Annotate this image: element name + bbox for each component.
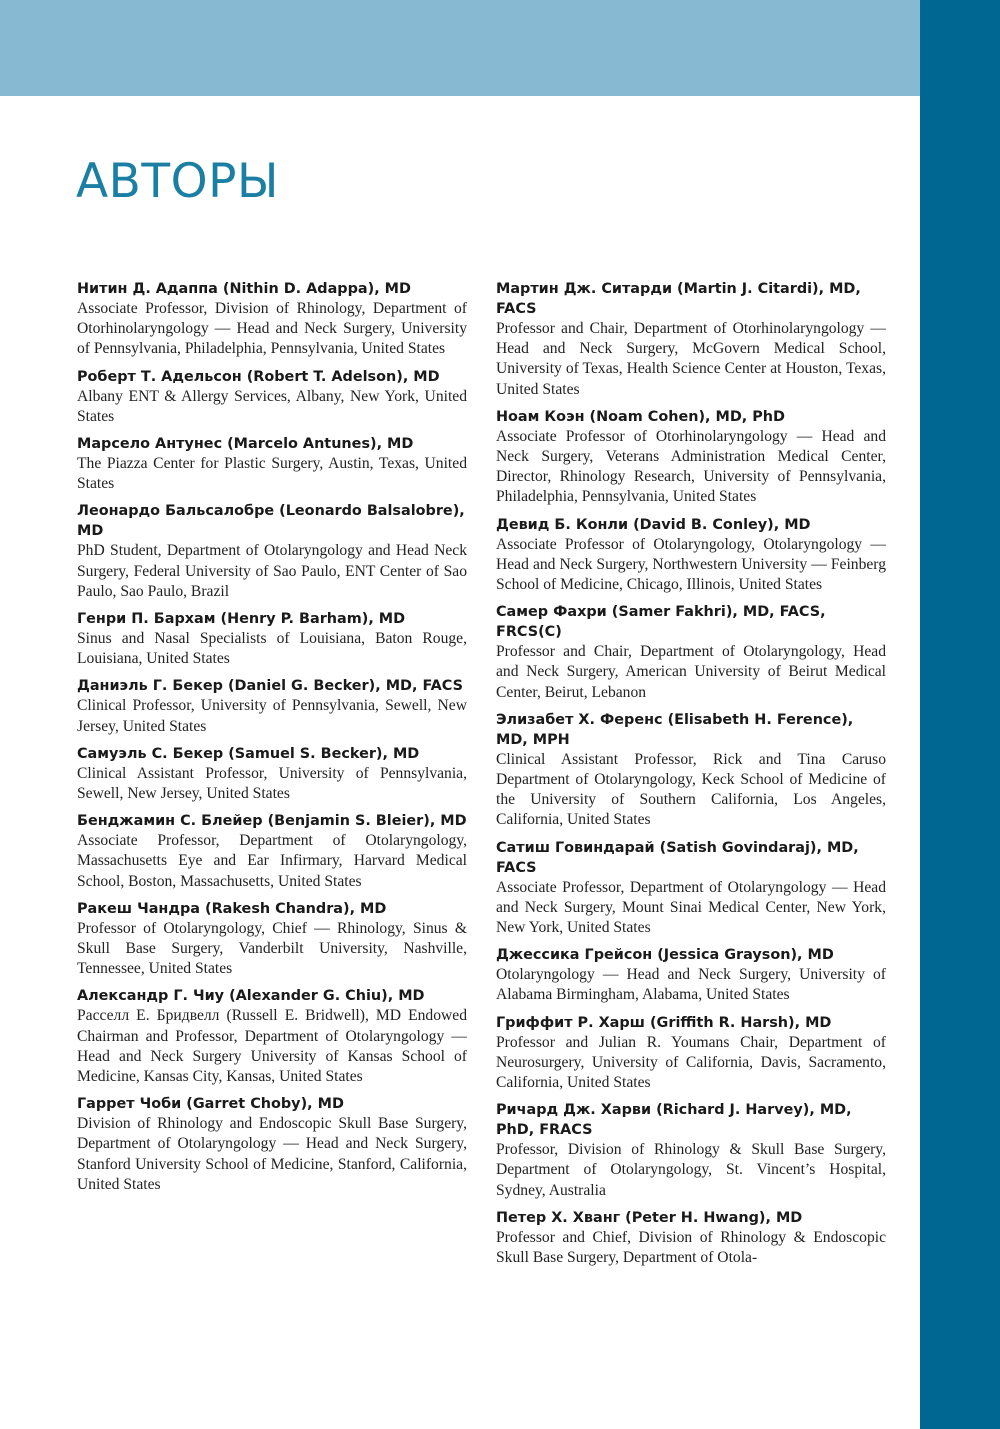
page-title: АВТОРЫ: [76, 154, 279, 209]
author-entry: [77, 501, 467, 602]
author-name: Ричард Дж. Харви (Richard J. Harvey), MD, PhD, FRACS: [496, 1102, 852, 1139]
author-name: Марсело Антунес (Marcelo Antunes), MD: [77, 436, 414, 453]
author-affiliation: Расселл Е. Бридвелл (Russell E. Bridwell), MD Endowed Chairman and Professor, Department of Otolaryngology — Head and Neck Surgery University of Kansas School of Medicine, Kansas City, Kansas, United States: [77, 1007, 467, 1086]
author-name: Роберт Т. Адельсон (Robert T. Adelson), MD: [77, 368, 440, 385]
author-name: Леонардо Бальсалобре (Leonardo Balsalobre), MD: [77, 503, 465, 540]
author-affiliation: Professor, Division of Rhinology & Skull Base Surgery, Department of Otolaryngology, St. Vincent’s Hospital, Sydney, Australia: [496, 1141, 886, 1199]
author-name: Девид Б. Конли (David B. Conley), MD: [496, 516, 811, 533]
author-affiliation: Professor and Chair, Department of Otorhinolaryngology — Head and Neck Surgery, McGovern Medical School, University of Texas, Health Science Center at Houston, Texas, United States: [496, 320, 886, 398]
author-entry: [77, 609, 467, 669]
author-entry: [77, 434, 467, 494]
author-entry: [77, 899, 467, 980]
author-name: Даниэль Г. Бекер (Daniel G. Becker), MD, FACS: [77, 678, 463, 695]
author-entry: [496, 710, 886, 831]
author-name: Гаррет Чоби (Garret Choby), MD: [77, 1096, 344, 1113]
author-name: Самер Фахри (Samer Fakhri), MD, FACS, FRCS(C): [496, 604, 826, 641]
author-affiliation: Clinical Assistant Professor, Rick and Tina Caruso Department of Otolaryngology, Keck School of Medicine of the University of Southern California, Los Angeles, California, United States: [496, 750, 886, 829]
author-name: Сатиш Говиндарай (Satish Govindaraj), MD, FACS: [496, 839, 859, 876]
author-affiliation: Professor and Julian R. Youmans Chair, Department of Neurosurgery, University of California, Davis, Sacramento, California, United States: [496, 1033, 886, 1092]
author-affiliation: PhD Student, Department of Otolaryngology and Head Neck Surgery, Federal University of Sao Paulo, ENT Center of Sao Paulo, Sao Paulo, Brazil: [77, 542, 467, 600]
author-entry: [77, 676, 467, 736]
author-entry: [77, 744, 467, 804]
author-affiliation: Sinus and Nasal Specialists of Louisiana, Baton Rouge, Louisiana, United States: [77, 630, 467, 668]
author-affiliation: Professor of Otolaryngology, Chief — Rhinology, Sinus & Skull Base Surgery, Vanderbilt University, Nashville, Tennessee, United States: [77, 919, 467, 978]
author-entry: [496, 1208, 886, 1268]
author-affiliation: Albany ENT & Allergy Services, Albany, New York, United States: [77, 387, 467, 425]
author-name: Мартин Дж. Ситарди (Martin J. Citardi), MD, FACS: [496, 281, 861, 317]
author-affiliation: Clinical Assistant Professor, University of Pennsylvania, Sewell, New Jersey, United States: [77, 764, 467, 803]
author-name: Элизабет Х. Ференс (Elisabeth H. Ference), MD, MPH: [496, 711, 854, 748]
author-affiliation: Associate Professor of Otolaryngology, Otolaryngology — Head and Neck Surgery, Northwestern University — Feinberg School of Medicine, Chicago, Illinois, United States: [496, 535, 886, 594]
author-entry: [77, 367, 467, 427]
author-name: Нитин Д. Адаппа (Nithin D. Adappa), MD: [77, 281, 411, 297]
author-entry: [496, 279, 886, 400]
author-entry: [77, 279, 467, 360]
author-entry: [496, 945, 886, 1005]
author-affiliation: Associate Professor of Otorhinolaryngology — Head and Neck Surgery, Veterans Administration Medical Center, Director, Rhinology Research, University of Pennsylvania, Philadelphia, Pennsylvania, United States: [496, 427, 886, 506]
side-bar: [920, 0, 1000, 1429]
author-name: Генри П. Бархам (Henry P. Barham), MD: [77, 611, 406, 628]
author-entry: [496, 407, 886, 508]
right-column: [496, 279, 886, 1275]
author-name: Александр Г. Чиу (Alexander G. Chiu), MD: [77, 988, 425, 1005]
author-name: Самуэль С. Бекер (Samuel S. Becker), MD: [77, 745, 420, 762]
author-affiliation: Associate Professor, Department of Otolaryngology — Head and Neck Surgery, Mount Sinai Medical Center, New York, New York, United States: [496, 878, 886, 937]
author-entry: [77, 811, 467, 892]
author-affiliation: Associate Professor, Department of Otolaryngology, Massachusetts Eye and Ear Infirmary, Harvard Medical School, Boston, Massachusetts, United States: [77, 832, 467, 890]
author-affiliation: Associate Professor, Division of Rhinology, Department of Otorhinolaryngology — Head and Neck Surgery, University of Pennsylvania, Philadelphia, Pennsylvania, United States: [77, 300, 467, 358]
author-entry: [496, 1013, 886, 1094]
author-name: Петер Х. Хванг (Peter H. Hwang), MD: [496, 1209, 803, 1226]
author-affiliation: Professor and Chief, Division of Rhinology & Endoscopic Skull Base Surgery, Department of Otola-: [496, 1228, 886, 1267]
author-affiliation: The Piazza Center for Plastic Surgery, Austin, Texas, United States: [77, 455, 467, 493]
author-entry: [77, 986, 467, 1087]
author-name: Гриффит Р. Харш (Griffith R. Harsh), MD: [496, 1014, 832, 1031]
author-entry: [77, 1094, 467, 1195]
author-entry: [496, 1100, 886, 1201]
author-entry: [496, 515, 886, 596]
author-name: Ракеш Чандра (Rakesh Chandra), MD: [77, 900, 387, 917]
author-name: Бенджамин С. Блейер (Benjamin S. Bleier), MD: [77, 813, 467, 830]
author-affiliation: Otolaryngology — Head and Neck Surgery, University of Alabama Birmingham, Alabama, United States: [496, 966, 886, 1004]
author-affiliation: Clinical Professor, University of Pennsylvania, Sewell, New Jersey, United States: [77, 697, 467, 735]
left-column: [77, 279, 467, 1202]
author-name: Ноам Коэн (Noam Cohen), MD, PhD: [496, 408, 786, 425]
author-entry: [496, 838, 886, 939]
author-affiliation: Division of Rhinology and Endoscopic Skull Base Surgery, Department of Otolaryngology — Head and Neck Surgery, Stanford University School of Medicine, Stanford, California, United States: [77, 1115, 467, 1193]
author-entry: [496, 602, 886, 703]
header-band: [0, 0, 920, 96]
author-name: Джессика Грейсон (Jessica Grayson), MD: [496, 947, 834, 964]
author-affiliation: Professor and Chair, Department of Otolaryngology, Head and Neck Surgery, American University of Beirut Medical Center, Beirut, Lebanon: [496, 643, 886, 701]
